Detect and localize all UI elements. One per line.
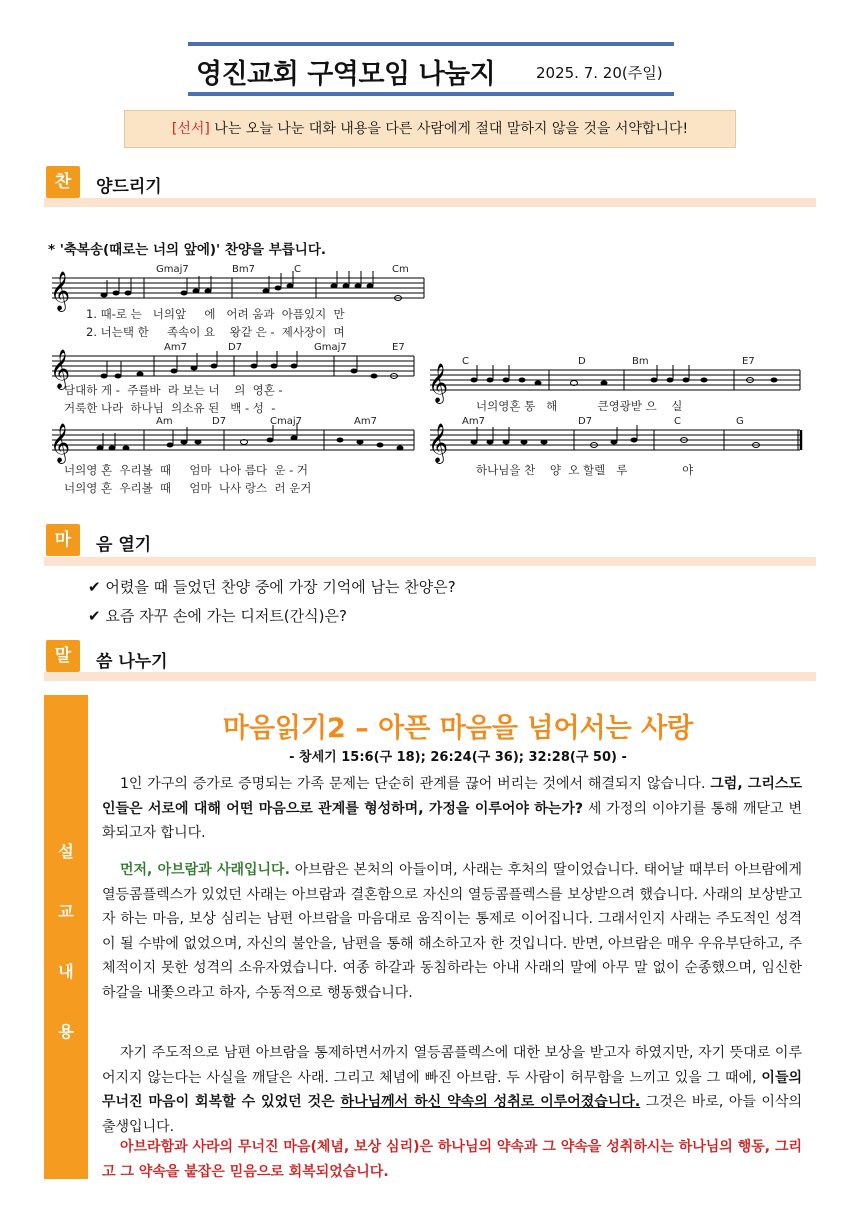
- treble-clef-5: 𝄞: [428, 423, 449, 463]
- section-badge-praise: 찬: [46, 166, 80, 198]
- chord-row2-4: E7: [392, 342, 405, 353]
- header-bottom-rule: [188, 92, 674, 96]
- question-1: ✔ 어렸을 때 들었던 찬양 중에 가장 기억에 남는 찬양은?: [88, 578, 456, 596]
- sermon-side-bar: [44, 695, 88, 1179]
- treble-clef-4: 𝄞: [50, 423, 71, 463]
- treble-clef-3: 𝄞: [428, 363, 449, 403]
- section-rule-praise: [44, 198, 816, 207]
- sermon-side-label-2: 교: [58, 902, 74, 921]
- p2-lead: 먼저, 아브람과 사래입니다.: [120, 862, 290, 878]
- page-title: 영진교회 구역모임 나눔지: [196, 59, 496, 90]
- chord-row2b-4: E7: [742, 356, 755, 367]
- lyric-r2c: 너의영혼 통 해 큰영광받 으 실: [476, 399, 683, 413]
- p3-text-bold: 이들의 무너진 마음이 회복할 수 있었던 것은: [102, 1069, 802, 1111]
- notes-row3: [97, 436, 404, 451]
- chord-row3-4: Am7: [354, 416, 377, 427]
- sermon-scripture: - 창세기 15:6(구 18); 26:24(구 36); 32:28(구 50) -: [289, 750, 627, 765]
- p3-text-a: 자기 주도적으로 남편 아브람을 통제하면서까지 열등콤플렉스에 대한 보상을 받고자 하였지만, 자기 뜻대로 이루어지지 않는다는 사실을 깨달은 사래. 그리고 체념에 빠진 아브람. 두 사람이 허무함을 느끼고 있을 그 때에,: [102, 1045, 802, 1086]
- sermon-side-label-3: 내: [58, 962, 74, 981]
- section-rule-word: [44, 672, 816, 681]
- chord-row3b-4: G: [736, 416, 744, 427]
- chord-row3-3: Cmaj7: [270, 416, 302, 427]
- p3-text-c: 그것은 바로, 아들 이삭의 출생입니다.: [102, 1094, 802, 1135]
- song-intro: * '축복송(때로는 너의 앞에)' 찬양을 부릅니다.: [48, 242, 326, 258]
- chord-row3b-1: Am7: [462, 416, 485, 427]
- sermon-side-label-1: 설: [58, 842, 74, 861]
- chord-row2b-3: Bm: [632, 356, 649, 367]
- section-title-praise: 양드리기: [96, 177, 162, 197]
- pledge-text: 나는 오늘 나눈 대화 내용을 다른 사람에게 절대 말하지 않을 것을 서약합니다!: [209, 121, 689, 137]
- chord-row2-3: Gmaj7: [314, 342, 347, 353]
- sermon-side-label-4: 용: [58, 1022, 74, 1041]
- chord-row3-2: D7: [212, 416, 227, 427]
- page-date: 2025. 7. 20(주일): [536, 64, 663, 82]
- p2-text: 아브람은 본처의 아들이며, 사래는 후처의 딸이었습니다. 태어날 때부터 아브람에게 열등콤플렉스가 있었던 사래는 아브람과 결혼함으로 자신의 열등콤플렉스를 보상받으려 했습니다. 사래의 보상받고자 하는 마음, 보상 심리는 남편 아브람을 마음대로 움직이는 통제로 이어집니다. 그래서인지 사래는 주도적인 성격이 될 수밖에 없었으며, 자신의 불안을, 남편을 통해 해소하고자 한 것입니다. 반면, 아브람은 매우 우유부단하고, 주체적이지 못한 성격의 소유자였습니다. 여종 하갈과 동침하라는 아내 사래의 말에 아무 말 없이 순종했으며, 임신한 하갈을 내쫓으라고 하자, 수동적으로 행동했습니다.: [102, 862, 802, 1001]
- lyric-r2b: 거룩한 나라 하나님 의소유 된 백 - 성 -: [64, 401, 276, 415]
- section-title-word: 씀 나누기: [96, 652, 168, 672]
- treble-clef-1: 𝄞: [50, 271, 71, 311]
- chord-row1-4: Cm: [392, 264, 409, 275]
- p3-text-underline: 하나님께서 하신 약속의 성취로 이루어졌습니다.: [340, 1094, 641, 1111]
- pledge-tag: [선서]: [171, 121, 210, 137]
- lyric-r3a: 너의영 혼 우리볼 때 엄마 나아 름다 운 - 거: [64, 463, 309, 477]
- staff-row2-right: [430, 370, 800, 390]
- chord-row3b-2: D7: [578, 416, 593, 427]
- chord-row2-2: D7: [228, 342, 243, 353]
- chord-row3-1: Am: [156, 416, 173, 427]
- lyric-r1a: 1. 때-로 는 너의앞 에 어려 움과 아픔있지 만: [86, 307, 345, 321]
- p1-text-bold: 그럼, 그리스도인들은 서로에 대해 어떤 마음으로 관계를 형성하며, 가정을 이루어야 하는가?: [102, 776, 802, 817]
- sermon-title: 마음읽기2 – 아픈 마음을 넘어서는 사랑: [222, 713, 694, 744]
- section-badge-word: 말: [46, 640, 80, 672]
- notes-row3-right: [471, 438, 760, 448]
- sermon-paragraph-1: [102, 772, 802, 846]
- lyric-r2a: 담대하 게 - 주를바 라 보는 너 의 영혼 -: [64, 383, 283, 397]
- chord-row1-2: Bm7: [232, 264, 255, 275]
- header-top-rule: [188, 42, 674, 46]
- chord-row3b-3: C: [674, 416, 681, 427]
- chord-row2-1: Am7: [164, 342, 187, 353]
- p1-text-a: 1인 가구의 증가로 증명되는 가족 문제는 단순히 관계를 끊어 버리는 것에서 해결되지 않습니다.: [120, 776, 711, 792]
- lyric-r3c: 하나님을 찬 양 오 할렐 루 야: [476, 463, 694, 477]
- sermon-paragraph-3: [102, 1041, 802, 1139]
- treble-clef-2: 𝄞: [50, 349, 71, 389]
- lyric-r1b: 2. 너는택 한 족속이 요 왕같 은 - 제사장이 며: [86, 325, 345, 339]
- question-2: ✔ 요즘 자꾸 손에 가는 디저트(간식)은?: [88, 607, 347, 625]
- lyric-r3b: 너의영 혼 우리볼 때 엄마 나사 랑스 러 운거: [64, 481, 312, 495]
- chord-row1-1: Gmaj7: [156, 264, 189, 275]
- section-title-open: 음 열기: [96, 535, 152, 555]
- section-badge-open: 마: [46, 524, 80, 556]
- pledge-box: [124, 110, 736, 148]
- section-rule-open: [44, 557, 816, 566]
- chord-row2b-2: D: [578, 356, 586, 367]
- p1-text-c: 세 가정의 이야기를 통해 깨닫고 변화되고자 합니다.: [102, 800, 802, 842]
- sermon-paragraph-4: 아브라함과 사라의 무너진 마음(체념, 보상 심리)은 하나님의 약속과 그 약속을 성취하시는 하나님의 행동, 그리고 그 약속을 붙잡은 믿음으로 회복되었습니다.: [102, 1139, 802, 1180]
- sermon-paragraph-2: [102, 858, 802, 1006]
- staff-row2: [52, 356, 414, 376]
- chord-row1-3: C: [294, 264, 301, 275]
- chord-row2b-1: C: [462, 356, 469, 367]
